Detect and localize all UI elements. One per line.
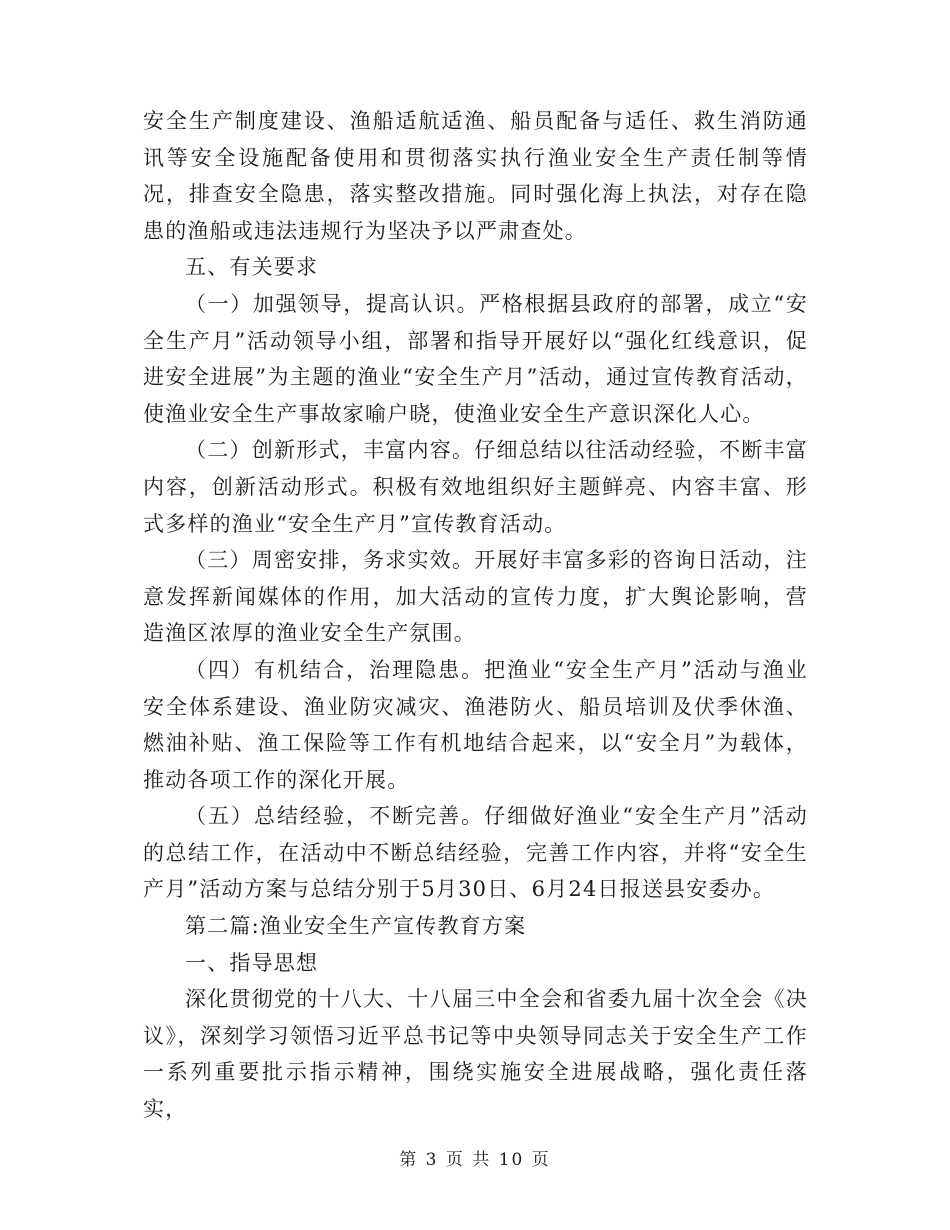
paragraph-inspection-continued: 安全生产制度建设、渔船适航适渔、船员配备与适任、救生消防通讯等安全设施配备使用和贯彻落实执行渔业安全生产责任制等情况，排查安全隐患，落实整改措施。同时强化海上执法，对存在隐患的渔船或违法违规行为坚决予以严肃查处。 [143, 109, 808, 243]
heading-guiding-thought: 一、指导思想 [185, 950, 319, 975]
paragraph-requirement-4: （四）有机结合，治理隐患。把渔业“安全生产月”活动与渔业安全体系建设、渔业防灾减灾、渔港防火、船员培训及伏季休渔、燃油补贴、渔工保险等工作有机地结合起来，以“安全月”为载体，推动各项工作的深化开展。 [143, 657, 808, 792]
paragraph-requirement-3: （三）周密安排，务求实效。开展好丰富多彩的咨询日活动，注意发挥新闻媒体的作用，加大活动的宣传力度，扩大舆论影响，营造渔区浓厚的渔业安全生产氛围。 [143, 548, 808, 646]
paragraph-requirement-5: （五）总结经验，不断完善。仔细做好渔业“安全生产月”活动的总结工作，在活动中不断总结经验，完善工作内容，并将“安全生产月”活动方案与总结分别于5月30日、6月24日报送县安委办。 [143, 804, 808, 902]
paragraph-requirement-1: （一）加强领导，提高认识。严格根据县政府的部署，成立“安全生产月”活动领导小组，部署和指导开展好以“强化红线意识，促进安全进展”为主题的渔业“安全生产月”活动，通过宣传教育活动，使渔业安全生产事故家喻户晓，使渔业安全生产意识深化人心。 [143, 291, 808, 426]
paragraph-guiding-thought: 深化贯彻党的十八大、十八届三中全会和省委九届十次全会《决议》，深刻学习领悟习近平总书记等中央领导同志关于安全生产工作一系列重要批示指示精神，围绕实施安全进展战略，强化责任落实， [143, 987, 808, 1122]
document-body [143, 103, 808, 1128]
page-number-footer: 第 3 页 共 10 页 [399, 1150, 551, 1170]
paragraph-requirement-2: （二）创新形式，丰富内容。仔细总结以往活动经验，不断丰富内容，创新活动形式。积极有效地组织好主题鲜亮、内容丰富、形式多样的渔业“安全生产月”宣传教育活动。 [143, 438, 808, 536]
heading-part-two: 第二篇:渔业安全生产宣传教育方案 [185, 914, 527, 939]
heading-requirements: 五、有关要求 [185, 255, 319, 280]
